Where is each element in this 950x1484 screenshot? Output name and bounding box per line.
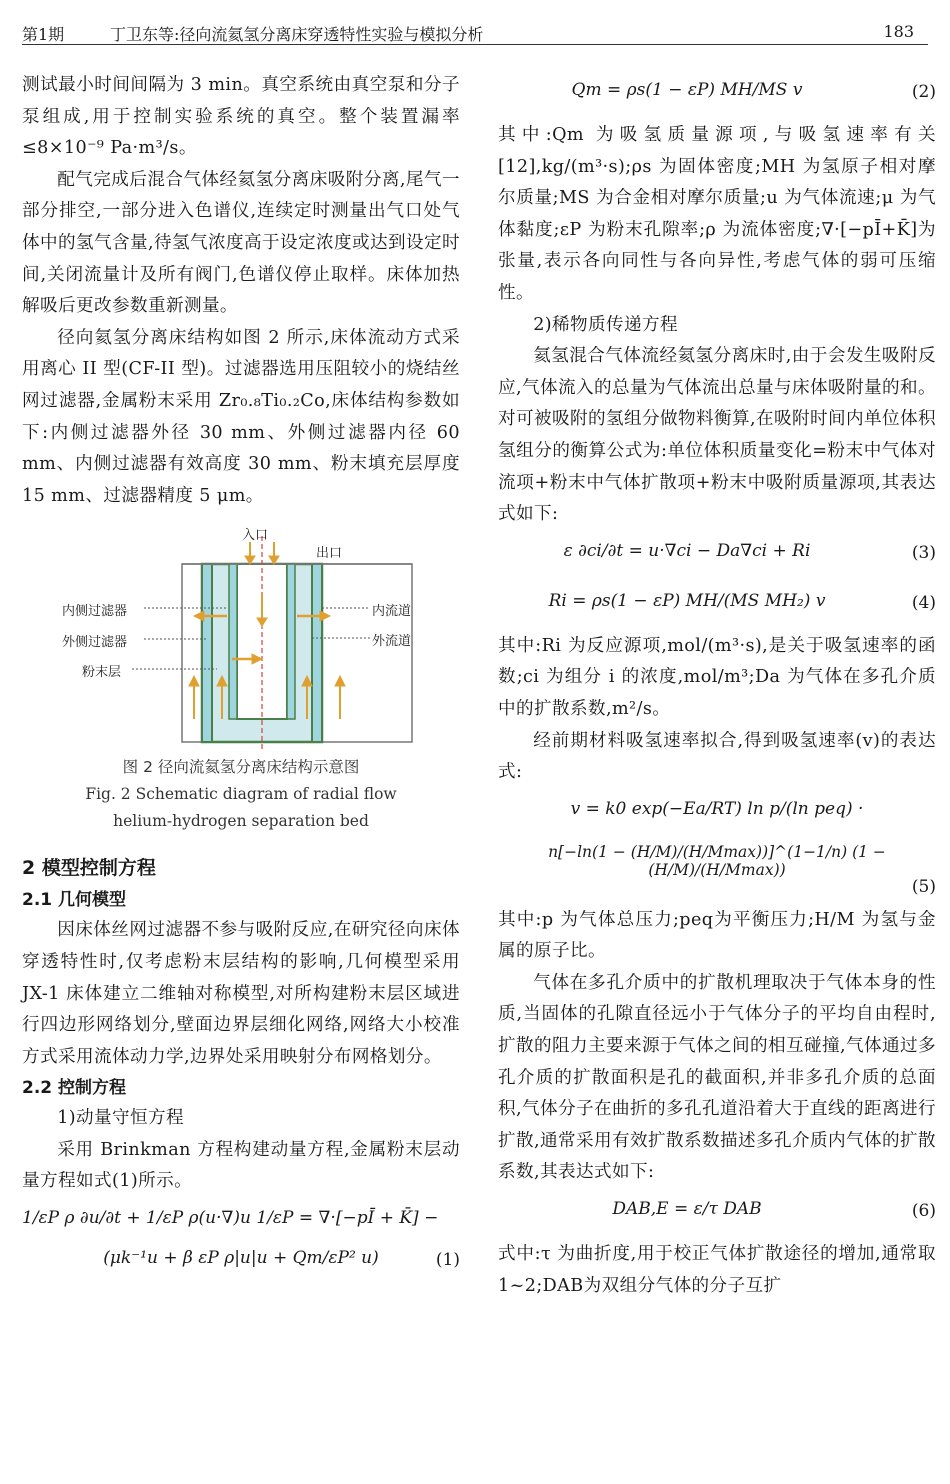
section-heading: 2 模型控制方程 [22,857,156,880]
running-title: 丁卫东等:径向流氦氢分离床穿透特性实验与模拟分析 [110,25,484,44]
equation-text: v = k0 exp(−Ea/RT) ln p/(ln peq) · [570,798,864,819]
label-inner-channel: 内流道 [372,604,412,620]
page-number: 183 [883,22,914,41]
equation-2 [498,70,936,120]
right-column [498,70,936,1302]
header-rule [22,44,928,45]
issue-label: 第1期 [22,25,65,44]
figure-caption-en: helium-hydrogen separation bed [113,812,369,831]
paragraph: 其中:p 为气体总压力;peq为平衡压力;H/M 为氢与金属的原子比。 [498,909,936,962]
figure-2 [22,524,460,754]
subheading: 2)稀物质传递方程 [533,314,679,335]
label-outer-channel: 外流道 [372,634,412,650]
equation-5 [498,789,936,833]
equation-number: (4) [911,592,936,613]
equation-text: n[−ln(1 − (H/M)/(H/Mmax))]^(1−1/n) (1 − (H/M)/(H/Mmax)) [548,842,886,879]
label-inner-filter: 内侧过滤器 [62,604,128,620]
outer-filter [312,564,322,742]
inner-filter [229,564,237,719]
left-column [22,70,460,1282]
equation-6 [498,1189,936,1239]
paragraph: 因床体丝网过滤器不参与吸附反应,在研究径向床体穿透特性时,仅考虑粉末层结构的影响,几何模型采用 JX-1 床体建立二维轴对称模型,对所构建粉末层区域进行四边形网络划分,壁面边界层细化网络,网络大小校准方式采用流体动力学,边界处采用映射分布网格划分。 [22,920,460,1067]
equation-1-cont [22,1238,460,1282]
equation-number: (3) [911,542,936,563]
equation-number: (5) [911,876,936,897]
equation-number: (1) [435,1250,460,1271]
equation-text: ε ∂ci/∂t = u·∇ci − Da∇ci + Ri [563,540,811,561]
equation-text: Ri = ρs(1 − εP) MH/(MS MH₂) v [548,590,826,611]
paragraph: 采用 Brinkman 方程构建动量方程,金属粉末层动量方程如式(1)所示。 [22,1139,460,1192]
paragraph: 其中:Ri 为反应源项,mol/(m³·s),是关于吸氢速率的函数;ci 为组分 i 的浓度,mol/m³;Da 为气体在多孔介质中的扩散系数,m²/s。 [498,635,936,719]
label-powder: 粉末层 [82,665,122,681]
paragraph: 测试最小时间间隔为 3 min。真空系统由真空泵和分子泵组成,用于控制实验系统的真空。整个装置漏率≤8×10⁻⁹ Pa·m³/s。 [22,75,460,159]
inner-filter [287,564,295,719]
equation-4 [498,581,936,631]
equation-1 [22,1198,460,1238]
equation-3 [498,531,936,581]
equation-text: DAB,E = ε/τ DAB [612,1199,762,1220]
equation-number: (2) [911,82,936,102]
equation-text: Qm = ρs(1 − εP) MH/MS v [571,80,803,100]
paragraph: 径向氦氢分离床结构如图 2 所示,床体流动方式采用离心 II 型(CF-II 型)。过滤器选用压阻较小的烧结丝网过滤器,金属粉末采用 Zr₀.₈Ti₀.₂Co,床体结构参数如下:内侧过滤器外径 30 mm、外侧过滤器内径 60 mm、内侧过滤器有效高度 30 mm、粉末填充层厚度 15 mm、过滤器精度 5 μm。 [22,327,460,506]
figure-caption-en: Fig. 2 Schematic diagram of radial flow [85,785,397,804]
equation-text: (μk⁻¹u + β εP ρ|u|u + Qm/εP² u) [103,1248,379,1269]
subheading: 1)动量守恒方程 [57,1108,185,1129]
subsection-heading: 2.1 几何模型 [22,890,127,911]
subsection-heading: 2.2 控制方程 [22,1078,127,1099]
equation-number: (6) [911,1201,936,1222]
equation-5-cont [498,833,936,877]
label-outlet: 出口 [316,546,343,562]
label-inlet: 入口 [242,528,269,544]
paragraph: 氦氢混合气体流经氦氢分离床时,由于会发生吸附反应,气体流入的总量为气体流出总量与床体吸附量的和。对可被吸附的氢组分做物料衡算,在吸附时间内单位体积氢组分的衡算公式为:单位体积质量变化=粉末中气体对流项+粉末中气体扩散项+粉末中吸附质量源项,其表达式如下: [498,346,936,525]
paragraph: 式中:τ 为曲折度,用于校正气体扩散途径的增加,通常取 1~2;DAB为双组分气体的分子互扩 [498,1244,936,1296]
outer-filter [202,564,212,742]
running-header [22,14,928,44]
figure-caption-cn: 图 2 径向流氦氢分离床结构示意图 [122,758,360,777]
paragraph: 配气完成后混合气体经氦氢分离床吸附分离,尾气一部分排空,一部分进入色谱仪,连续定时测量出气口处气体中的氢气含量,待氢气浓度高于设定浓度或达到设定时间,关闭流量计及所有阀门,色谱仪停止取样。床体加热解吸后更改参数重新测量。 [22,169,460,317]
label-outer-filter: 外侧过滤器 [62,635,128,651]
paragraph: 气体在多孔介质中的扩散机理取决于气体本身的性质,当固体的孔隙直径远小于气体分子的平均自由程时,扩散的阻力主要来源于气体之间的相互碰撞,气体通过多孔介质的扩散面积是孔的截面积,并非多孔介质的总面积,气体分子在曲折的多孔孔道沿着大于直线的距离进行扩散,通常采用有效扩散系数描述多孔介质内气体的扩散系数,其表达式如下: [498,972,936,1183]
paragraph: 经前期材料吸氢速率拟合,得到吸氢速率(v)的表达式: [498,730,936,783]
equation-text: 1/εP ρ ∂u/∂t + 1/εP ρ(u·∇)u 1/εP = ∇·[−pĪ + K̄] − [22,1208,439,1229]
paragraph: 其中:Qm 为吸氢质量源项,与吸氢速率有关[12],kg/(m³·s);ρs 为固体密度;MH 为氢原子相对摩尔质量;MS 为合金相对摩尔质量;u 为气体流速;μ 为气体黏度;εP 为粉末孔隙率;ρ 为流体密度;∇·[−pĪ+K̄]为张量,表示各向同性与各向异性,考虑气体的弱可压缩性。 [498,125,936,303]
